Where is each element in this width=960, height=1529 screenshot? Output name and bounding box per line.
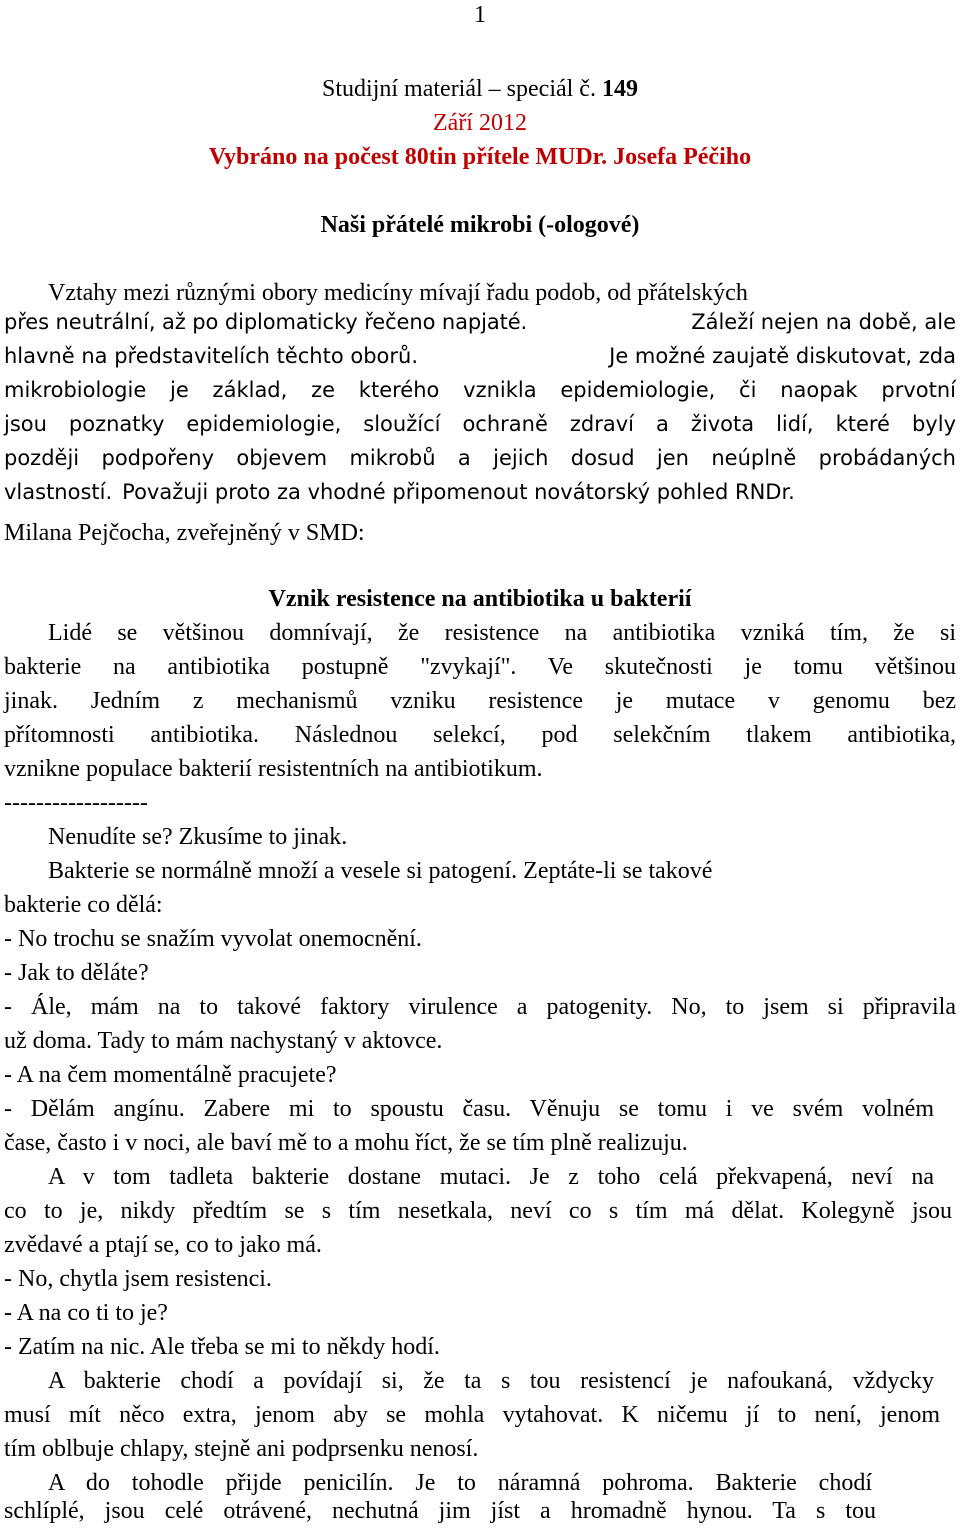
section-line-1: Lidé se většinou domnívají, že resistence na antibiotika vzniká tím, že si	[48, 620, 956, 646]
page-number: 1	[474, 2, 486, 28]
story-line: A bakterie chodí a povídají si, že ta s tou resistencí je nafoukaná, vždycky	[48, 1368, 934, 1394]
story-line: Nenudíte se? Zkusíme to jinak.	[48, 824, 348, 850]
header-line-1-text: Studijní materiál – speciál č.	[322, 76, 602, 102]
intro-line-2b: Záleží nejen na době, ale	[691, 310, 956, 334]
section-title: Vznik resistence na antibiotika u bakterií	[268, 586, 692, 612]
intro-line-2a: přes neutrální, až po diplomaticky řečeno napjaté.	[4, 310, 528, 334]
section-line-2: bakterie na antibiotika postupně "zvykají". Ve skutečnosti je tomu většinou	[4, 654, 956, 680]
story-line: musí mít něco extra, jenom aby se mohla vytahovat. K ničemu jí to není, jenom	[4, 1402, 940, 1428]
intro-line-7b: Považuji proto za vhodné připomenout novátorský pohled RNDr.	[122, 480, 795, 504]
article-title: Naši přátelé mikrobi (-ologové)	[320, 212, 640, 238]
story-line: - Dělám angínu. Zabere mi to spoustu času. Věnuju se tomu i ve svém volném	[4, 1096, 934, 1122]
header-issue-number: 149	[601, 76, 638, 102]
section-line-4: přítomnosti antibiotika. Následnou selekcí, pod selekčním tlakem antibiotika,	[4, 722, 956, 748]
intro-line-3	[4, 344, 956, 368]
story-line: - Jak to děláte?	[4, 960, 149, 986]
story-line: už doma. Tady to mám nachystaný v aktovce.	[4, 1028, 443, 1054]
intro-line-4: mikrobiologie je základ, ze kterého vznikla epidemiologie, či naopak prvotní	[4, 378, 956, 402]
story-line: - No, chytla jsem resistenci.	[4, 1266, 272, 1292]
intro-line-3b: Je možné zaujatě diskutovat, zda	[609, 344, 956, 368]
story-line: A do tohodle přijde penicilín. Je to náramná pohroma. Bakterie chodí	[48, 1470, 872, 1496]
intro-line-8: Milana Pejčocha, zveřejněný v SMD:	[4, 520, 365, 546]
intro-line-7	[4, 480, 956, 504]
intro-line-1: Vztahy mezi různými obory medicíny mívají řadu podob, od přátelských	[48, 280, 748, 306]
story-line: - A na co ti to je?	[4, 1300, 168, 1326]
separator: ------------------	[4, 790, 148, 816]
story-line: - A na čem momentálně pracujete?	[4, 1062, 337, 1088]
story-line: zvědavé a ptají se, co to jako má.	[4, 1232, 322, 1258]
header-dedication: Vybráno na počest 80tin přítele MUDr. Josefa Péčiho	[208, 144, 752, 170]
story-line: - Ále, mám na to takové faktory virulence a patogenity. No, to jsem si připravila	[4, 994, 956, 1020]
intro-line-5: jsou poznatky epidemiologie, sloužící ochraně zdraví a života lidí, které byly	[4, 412, 956, 436]
story-line: bakterie co dělá:	[4, 892, 163, 918]
story-line: A v tom tadleta bakterie dostane mutaci. Je z toho celá překvapená, neví na	[48, 1164, 934, 1190]
story-line: co to je, nikdy předtím se s tím nesetkala, neví co s tím má dělat. Kolegyně jsou	[4, 1198, 952, 1224]
story-line: - Zatím na nic. Ale třeba se mi to někdy hodí.	[4, 1334, 440, 1360]
story-line: Bakterie se normálně množí a vesele si patogení. Zeptáte-li se takové	[48, 858, 713, 884]
intro-line-7a: vlastností.	[4, 480, 113, 504]
story-line: čase, často i v noci, ale baví mě to a mohu říct, že se tím plně realizuju.	[4, 1130, 688, 1156]
section-line-5: vznikne populace bakterií resistentních na antibiotikum.	[4, 756, 543, 782]
story-line: tím oblbuje chlapy, stejně ani podprsenku nenosí.	[4, 1436, 479, 1462]
story-line: - No trochu se snažím vyvolat onemocnění.	[4, 926, 422, 952]
header-date: Září 2012	[433, 110, 527, 136]
intro-line-2	[4, 310, 956, 334]
intro-line-3a: hlavně na představitelích těchto oborů.	[4, 344, 419, 368]
intro-line-6: později podpořeny objevem mikrobů a jejich dosud jen neúplně probádaných	[4, 446, 956, 470]
story-line: schlíplé, jsou celé otrávené, nechutná jim jíst a hromadně hynou. Ta s tou	[4, 1498, 876, 1524]
section-line-3: jinak. Jedním z mechanismů vzniku resistence je mutace v genomu bez	[4, 688, 956, 714]
header-line-1	[0, 72, 960, 106]
